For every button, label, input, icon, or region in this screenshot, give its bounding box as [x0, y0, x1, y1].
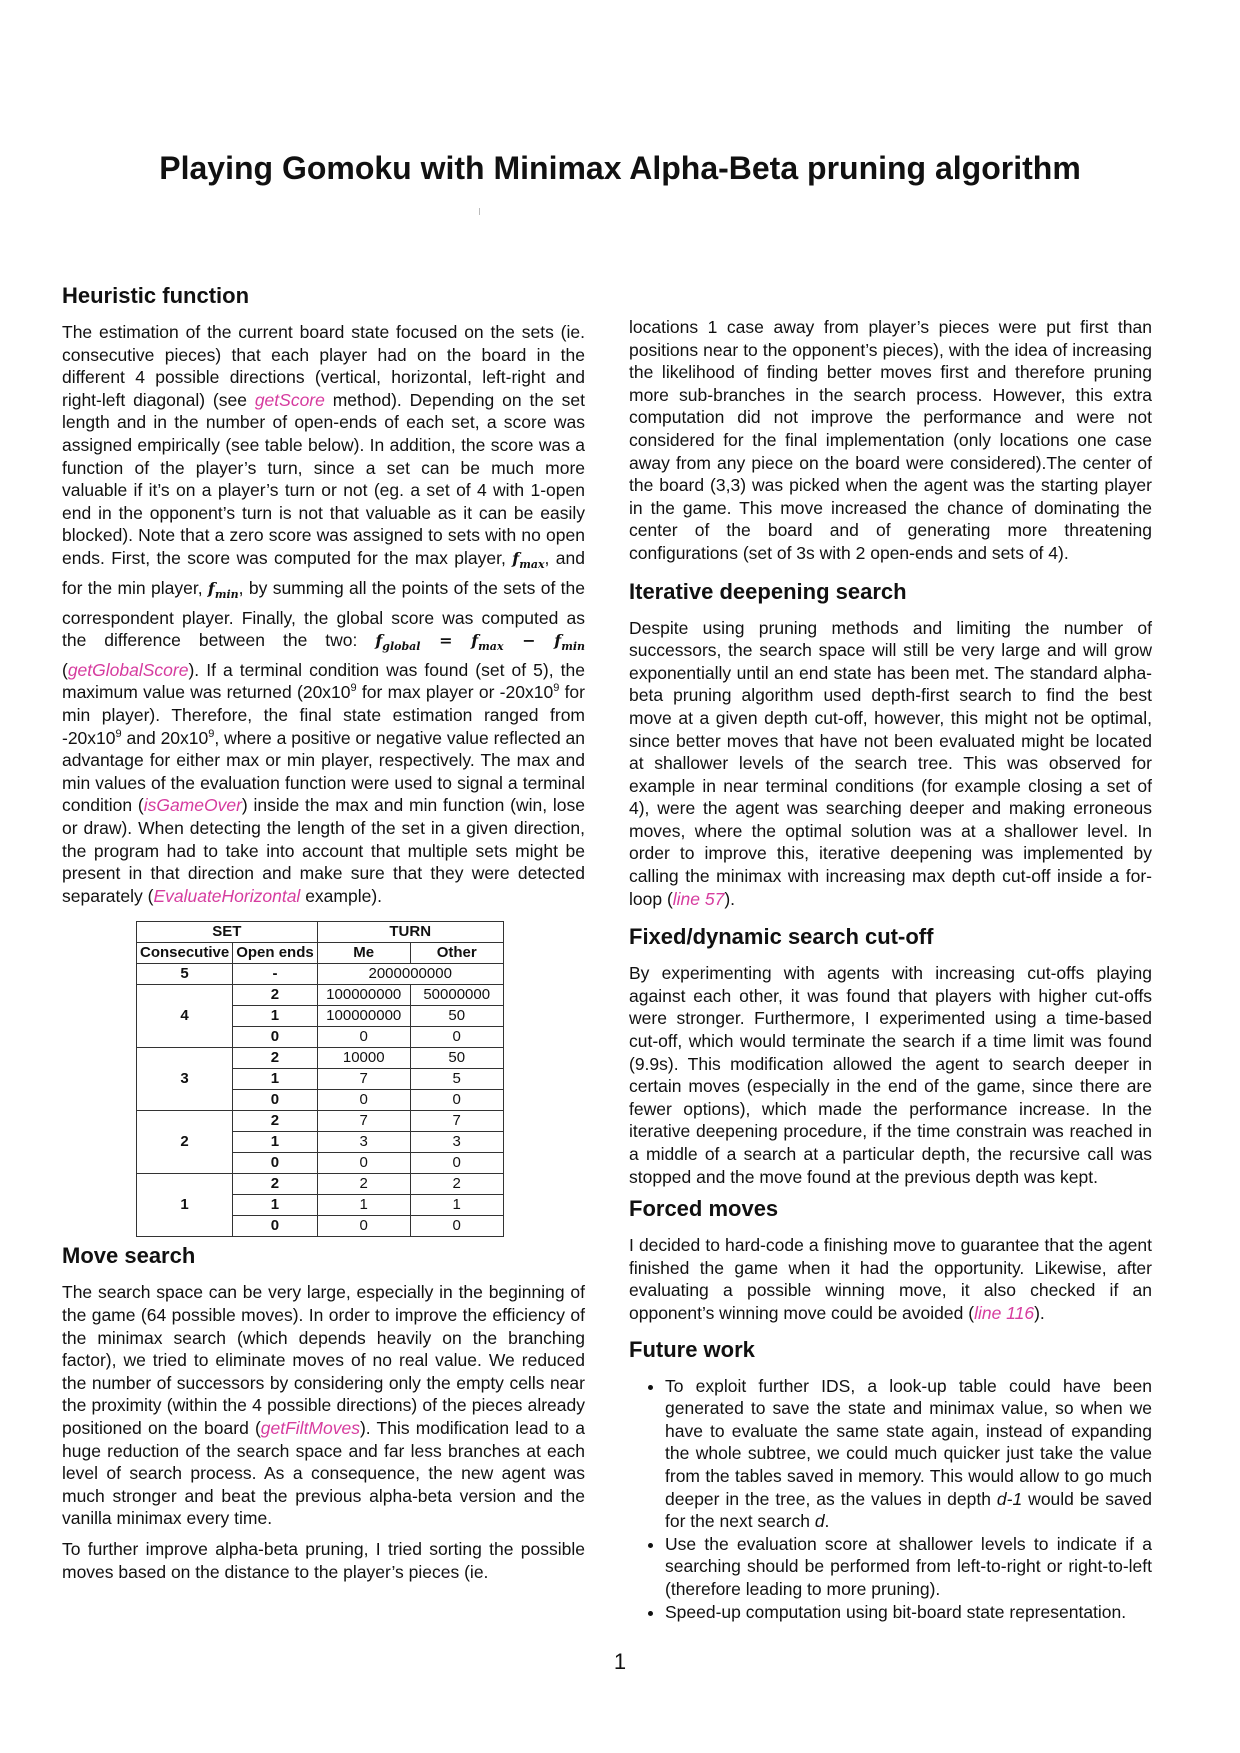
future-work-list — [629, 1375, 1152, 1624]
left-column — [62, 283, 585, 1583]
score-table — [136, 921, 504, 1237]
table-header-open-ends: Open ends — [233, 943, 318, 964]
table-header-other: Other — [410, 943, 503, 964]
table-header-me: Me — [317, 943, 410, 964]
table-row: 4 2 100000000 50000000 — [137, 985, 504, 1006]
heading-future-work: Future work — [629, 1336, 755, 1362]
move-search-paragraph-3: locations 1 case away from player’s pieces were put first than positions near to the opponent’s pieces), with the idea of increasing the likelihood of finding better moves first and therefore pruning more sub-branches in the search process. However, this extra computation did not improve the performance and were not considered for the final implementation (only locations one case away from any piece on the board were considered).The center of the board (3,3) was picked when the agent was the starting player in the game. This move increased the chance of dominating the center of the board and of generating more threatening configurations (set of 3s with 2 open-ends and sets of 4). — [629, 317, 1152, 563]
code-ref-evaluatehorizontal: EvaluateHorizontal — [153, 885, 301, 906]
move-search-paragraph-2: To further improve alpha-beta pruning, I tried sorting the possible moves based on the distance to the player’s pieces (ie. — [62, 1538, 585, 1582]
list-item: • To exploit further IDS, a look-up table could have been generated to save the state and minimax value, so when we have to evaluate the same state again, instead of expanding the whole subtree, we could much quicker just take the value from the tables saved in memory. This would allow to go much deeper in the tree, as the values in depth d-1 would be saved for the next search d. — [665, 1375, 1152, 1533]
decorative-tick — [479, 208, 480, 215]
math-global-equation: $f_{global} = f_{max} - f_{min}$ — [375, 631, 586, 654]
heading-move-search: Move search — [62, 1243, 196, 1269]
table-row: 0 0 0 — [137, 1216, 504, 1237]
code-ref-isgameover: isGameOver — [143, 795, 242, 816]
table-header-consecutive: Consecutive — [137, 943, 233, 964]
heading-iterative-deepening: Iterative deepening search — [629, 578, 907, 604]
heuristic-paragraph: The estimation of the current board state focused on the sets (ie. consecutive pieces) that each player had on the board in the different 4 possible directions (vertical, horizontal, left-right and right-left diagonal) (see getScore method). Depending on the set length and in the number of open-ends of each set, a score was assigned empirically (see table below). In addition, the score was a function of the player’s turn, since a set can be much more valuable if it’s on a player’s turn or not (eg. a set of 4 with 1-open end in the opponent’s turn is not that valuable as it can be easily blocked). Note that a zero score was assigned to sets with no open ends. First, the score was computed for the max player, $f_{max}$, and for the min player, $f_{min}$, by summing all the points of the sets of the correspondent player. Finally, the global score was computed as the difference between the two: $f_{global} = f_{max} - f_{min}$ (getGlobalScore). If a terminal condition was found (set of 5), the maximum value was returned ($20x10^9$ for max player or $-20x10^9$ for min player). Therefore, the final state estimation ranged from $-20x10^9$ and $20x10^9$, where a positive or negative value reflected an advantage for either max or min player, respectively. The max and min values of the evaluation function were used to signal a terminal condition (isGameOver) inside the max and min function (win, lose or draw). When detecting the length of the set in a given direction, the program had to take into account that multiple sets might be present in that direction and make sure that they were detected separately (EvaluateHorizontal example). — [62, 322, 586, 906]
table-row: 0 0 0 — [137, 1090, 504, 1111]
code-ref-line-57: line 57 — [672, 888, 725, 909]
table-row: 1 100000000 50 — [137, 1006, 504, 1027]
table-row: 1 7 5 — [137, 1069, 504, 1090]
math-f-min: $f_{min}$ — [207, 578, 239, 601]
table-row: 1 3 3 — [137, 1132, 504, 1153]
heading-forced-moves: Forced moves — [629, 1196, 779, 1222]
list-item: • Speed-up computation using bit-board state representation. — [665, 1601, 1152, 1624]
list-item: • Use the evaluation score at shallower levels to indicate if a searching should be performed from left-to-right or right-to-left (therefore leading to more pruning). — [665, 1533, 1152, 1601]
right-column — [629, 316, 1152, 1623]
table-row: 0 0 0 — [137, 1027, 504, 1048]
heading-search-cutoff: Fixed/dynamic search cut-off — [629, 924, 934, 950]
paper-title: Playing Gomoku with Minimax Alpha-Beta pruning algorithm — [159, 150, 1081, 186]
table-row: 2 2 7 7 — [137, 1111, 504, 1132]
table-row: 3 2 10000 50 — [137, 1048, 504, 1069]
table-row: 1 1 1 — [137, 1195, 504, 1216]
heading-heuristic-function: Heuristic function — [62, 283, 250, 308]
table-header-set: SET — [137, 922, 318, 943]
page-number: 1 — [613, 1649, 627, 1674]
table-header-turn: TURN — [317, 922, 503, 943]
table-row: 5 - 2000000000 — [137, 964, 504, 985]
code-ref-getglobalscore: getGlobalScore — [67, 659, 189, 680]
forced-moves-paragraph: I decided to hard-code a finishing move to guarantee that the agent finished the game when it had the opportunity. Likewise, after evaluating a possible winning move, it also checked if an opponent’s winning move could be avoided (line 116). — [629, 1235, 1152, 1323]
code-ref-line-116: line 116 — [974, 1302, 1035, 1323]
code-ref-getfiltmoves: getFiltMoves — [260, 1417, 360, 1438]
cutoff-paragraph: By experimenting with agents with increasing cut-offs playing against each other, it was found that players with higher cut-offs were stronger. Furthermore, I experimented using a time-based cut-off, which would terminate the search if a time limit was found (9.9s). This modification allowed the agent to search deeper in certain moves (especially in the end of the game, since there are fewer options), which made the performance increase. In the iterative deepening procedure, if the time constrain was reached in a middle of a search at a particular depth, the recursive call was stopped and the move found at the previous depth was kept. — [629, 963, 1152, 1187]
code-ref-getscore: getScore — [254, 389, 325, 410]
table-row: 0 0 0 — [137, 1153, 504, 1174]
move-search-paragraph: The search space can be very large, especially in the beginning of the game (64 possible moves). In order to improve the efficiency of the minimax search (which depends heavily on the branching factor), we tried to eliminate moves of no real value. We reduced the number of successors by considering only the empty cells near the proximity (within the 4 possible directions) of the pieces already positioned on the board (getFiltMoves). This modification lead to a huge reduction of the search space and far less branches at each level of search process. As a consequence, the new agent was much stronger and beat the previous alpha-beta version and the vanilla minimax every time. — [62, 1282, 585, 1529]
math-f-max: $f_{max}$ — [512, 548, 545, 572]
table-row: 1 2 2 2 — [137, 1174, 504, 1195]
ids-paragraph: Despite using pruning methods and limiting the number of successors, the search space will still be very large and will grow exponentially until an end state has been met. The standard alpha-beta pruning algorithm used depth-first search to find the best move at a given depth cut-off, however, this might not be optimal, since better moves that have not been evaluated might be located at shallower levels of the search tree. This was observed for example in near terminal conditions (for example closing a set of 4), were the agent was searching deeper and making erroneous moves, where the optimal solution was at a shallower level. In order to improve this, iterative deepening was implemented by calling the minimax with increasing max depth cut-off inside a for-loop (line 57). — [629, 617, 1152, 909]
